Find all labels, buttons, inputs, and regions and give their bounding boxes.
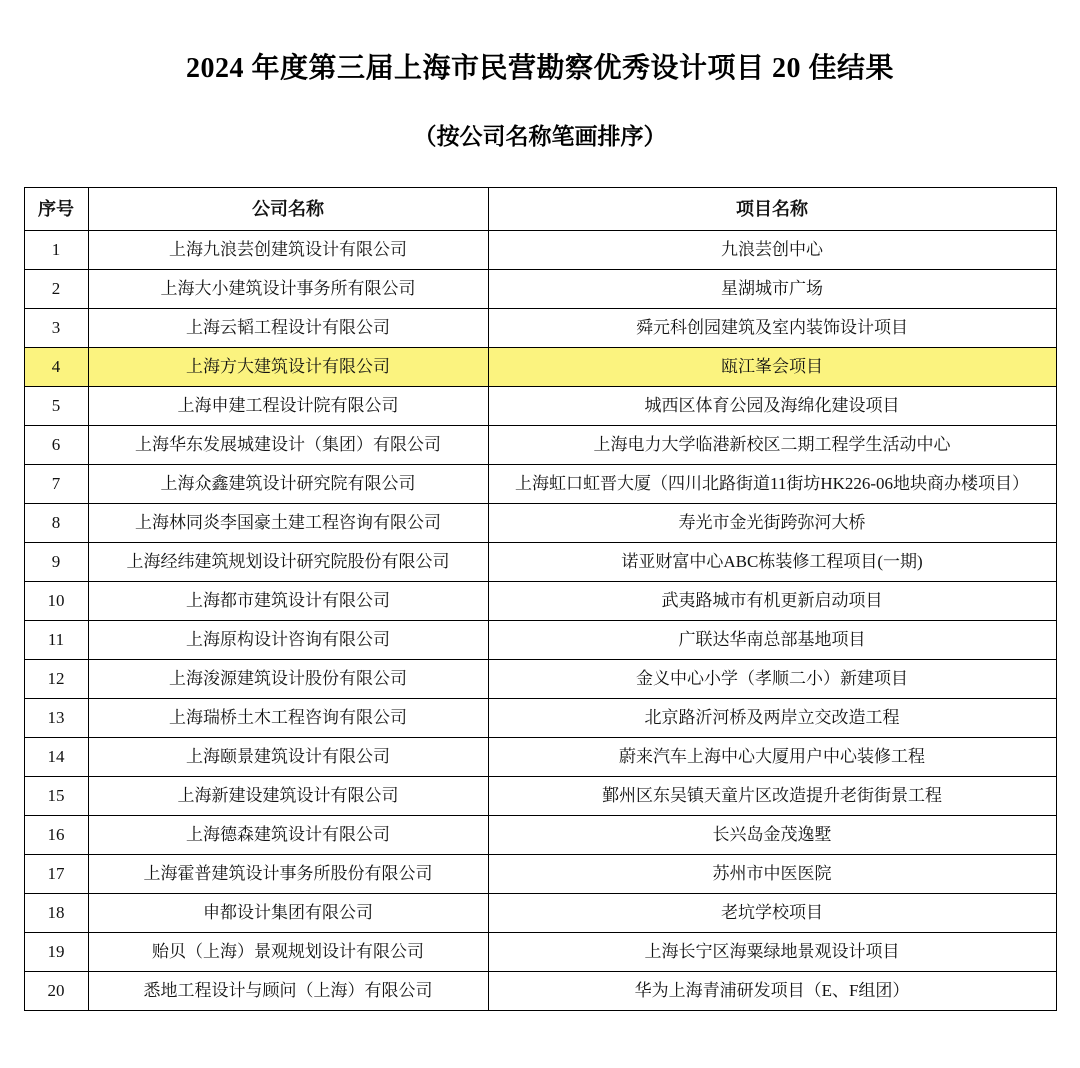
table-row [24, 270, 1056, 309]
cell-project: 瓯江峯会项目 [488, 348, 1056, 387]
cell-project: 长兴岛金茂逸墅 [488, 816, 1056, 855]
cell-company: 上海大小建筑设计事务所有限公司 [88, 270, 488, 309]
cell-project: 上海长宁区海粟绿地景观设计项目 [488, 933, 1056, 972]
cell-company: 上海经纬建筑规划设计研究院股份有限公司 [88, 543, 488, 582]
cell-project: 舜元科创园建筑及室内装饰设计项目 [488, 309, 1056, 348]
cell-company: 上海瑞桥土木工程咨询有限公司 [88, 699, 488, 738]
table-row [24, 582, 1056, 621]
cell-index: 19 [24, 933, 88, 972]
table-header-row [24, 188, 1056, 231]
results-table [24, 187, 1057, 1011]
document-page [0, 46, 1080, 1068]
table-row [24, 816, 1056, 855]
table-row [24, 699, 1056, 738]
cell-project: 鄞州区东吴镇天童片区改造提升老街街景工程 [488, 777, 1056, 816]
cell-company: 上海申建工程设计院有限公司 [88, 387, 488, 426]
table-row [24, 231, 1056, 270]
cell-project: 城西区体育公园及海绵化建设项目 [488, 387, 1056, 426]
cell-company: 上海都市建筑设计有限公司 [88, 582, 488, 621]
table-row [24, 933, 1056, 972]
column-header-project: 项目名称 [488, 188, 1056, 231]
cell-project: 星湖城市广场 [488, 270, 1056, 309]
cell-index: 13 [24, 699, 88, 738]
cell-company: 贻贝（上海）景观规划设计有限公司 [88, 933, 488, 972]
table-row [24, 855, 1056, 894]
cell-company: 上海方大建筑设计有限公司 [88, 348, 488, 387]
cell-company: 上海霍普建筑设计事务所股份有限公司 [88, 855, 488, 894]
cell-company: 上海华东发展城建设计（集团）有限公司 [88, 426, 488, 465]
cell-index: 4 [24, 348, 88, 387]
cell-project: 寿光市金光街跨弥河大桥 [488, 504, 1056, 543]
table-row [24, 894, 1056, 933]
cell-company: 上海林同炎李国豪土建工程咨询有限公司 [88, 504, 488, 543]
cell-project: 诺亚财富中心ABC栋装修工程项目(一期) [488, 543, 1056, 582]
cell-company: 上海新建设建筑设计有限公司 [88, 777, 488, 816]
cell-company: 上海九浪芸创建筑设计有限公司 [88, 231, 488, 270]
cell-project: 华为上海青浦研发项目（E、F组团） [488, 972, 1056, 1011]
cell-project: 武夷路城市有机更新启动项目 [488, 582, 1056, 621]
table-row [24, 777, 1056, 816]
cell-index: 10 [24, 582, 88, 621]
cell-index: 12 [24, 660, 88, 699]
cell-index: 8 [24, 504, 88, 543]
cell-index: 17 [24, 855, 88, 894]
cell-index: 3 [24, 309, 88, 348]
cell-project: 北京路沂河桥及两岸立交改造工程 [488, 699, 1056, 738]
cell-index: 2 [24, 270, 88, 309]
cell-project: 老坑学校项目 [488, 894, 1056, 933]
cell-project: 广联达华南总部基地项目 [488, 621, 1056, 660]
cell-company: 上海云韬工程设计有限公司 [88, 309, 488, 348]
cell-index: 15 [24, 777, 88, 816]
cell-project: 上海虹口虹晋大厦（四川北路街道11街坊HK226-06地块商办楼项目） [488, 465, 1056, 504]
table-row [24, 660, 1056, 699]
cell-project: 苏州市中医医院 [488, 855, 1056, 894]
cell-index: 14 [24, 738, 88, 777]
cell-company: 上海众鑫建筑设计研究院有限公司 [88, 465, 488, 504]
cell-company: 上海浚源建筑设计股份有限公司 [88, 660, 488, 699]
cell-index: 1 [24, 231, 88, 270]
table-body [24, 231, 1056, 1011]
table-row [24, 387, 1056, 426]
cell-company: 上海德森建筑设计有限公司 [88, 816, 488, 855]
cell-index: 20 [24, 972, 88, 1011]
cell-company: 申都设计集团有限公司 [88, 894, 488, 933]
table-row [24, 465, 1056, 504]
table-row [24, 543, 1056, 582]
cell-project: 蔚来汽车上海中心大厦用户中心装修工程 [488, 738, 1056, 777]
cell-index: 18 [24, 894, 88, 933]
cell-index: 16 [24, 816, 88, 855]
cell-project: 上海电力大学临港新校区二期工程学生活动中心 [488, 426, 1056, 465]
table-row [24, 738, 1056, 777]
cell-index: 5 [24, 387, 88, 426]
table-row [24, 348, 1056, 387]
page-subtitle: （按公司名称笔画排序） [413, 124, 667, 149]
table-row [24, 426, 1056, 465]
table-row [24, 504, 1056, 543]
cell-index: 9 [24, 543, 88, 582]
column-header-company: 公司名称 [88, 188, 488, 231]
cell-project: 九浪芸创中心 [488, 231, 1056, 270]
page-title: 2024 年度第三届上海市民营勘察优秀设计项目 20 佳结果 [185, 53, 894, 84]
cell-company: 上海颐景建筑设计有限公司 [88, 738, 488, 777]
cell-index: 7 [24, 465, 88, 504]
table-row [24, 621, 1056, 660]
table-header [24, 188, 1056, 231]
cell-project: 金义中心小学（孝顺二小）新建项目 [488, 660, 1056, 699]
column-header-index: 序号 [24, 188, 88, 231]
cell-company: 上海原构设计咨询有限公司 [88, 621, 488, 660]
table-row [24, 972, 1056, 1011]
cell-index: 6 [24, 426, 88, 465]
cell-company: 悉地工程设计与顾问（上海）有限公司 [88, 972, 488, 1011]
table-row [24, 309, 1056, 348]
cell-index: 11 [24, 621, 88, 660]
